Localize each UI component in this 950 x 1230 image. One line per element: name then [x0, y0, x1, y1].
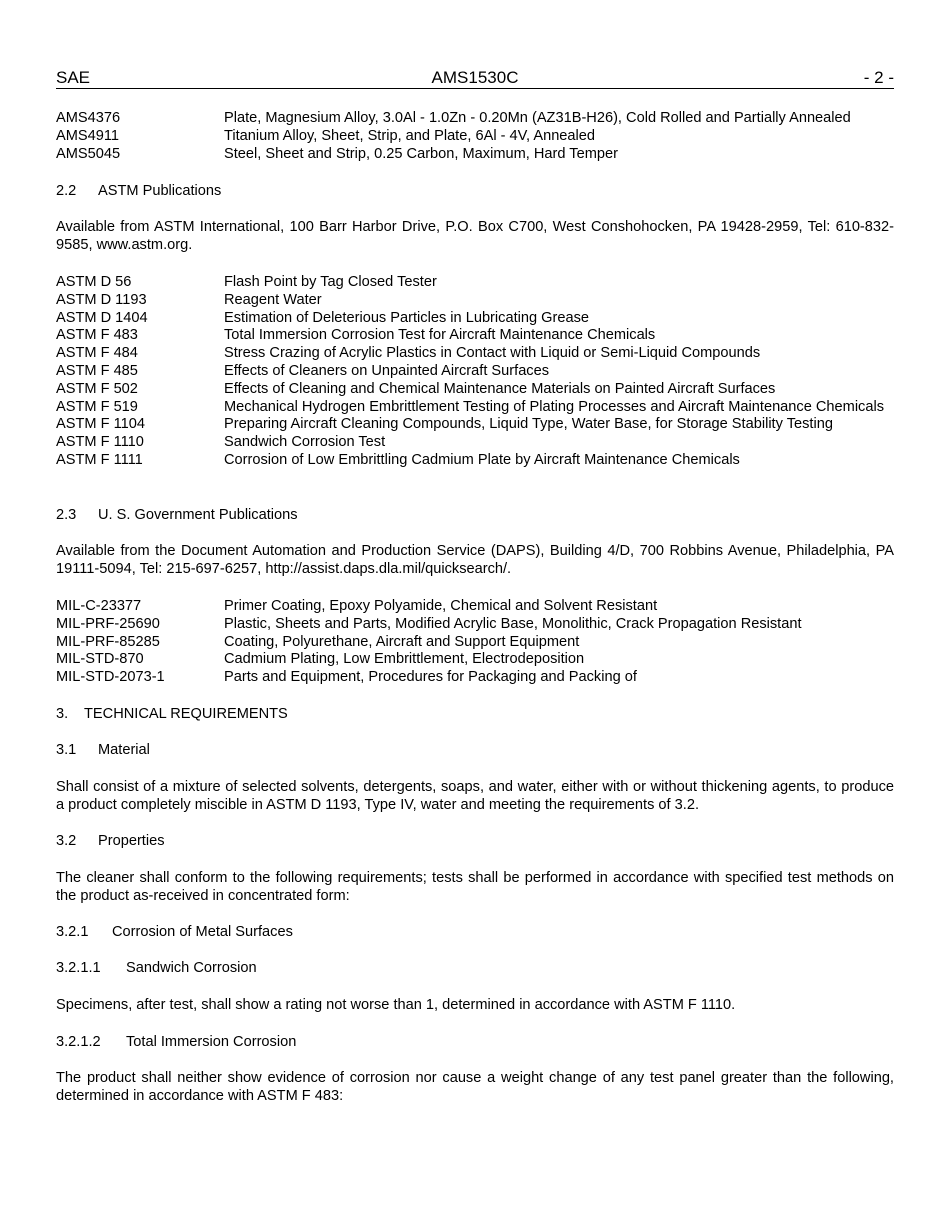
- section-title: ASTM Publications: [98, 183, 222, 199]
- reference-row: [56, 416, 894, 434]
- section-3-2-1-1-text: Specimens, after test, shall show a rating not worse than 1, determined in accordance with ASTM F 1110.: [56, 997, 736, 1013]
- header-doc-number: AMS1530C: [431, 68, 519, 87]
- reference-row: [56, 110, 894, 128]
- reference-title: Steel, Sheet and Strip, 0.25 Carbon, Maximum, Hard Temper: [224, 145, 618, 162]
- section-title: Material: [98, 742, 150, 758]
- section-2-3-heading: [56, 507, 894, 525]
- reference-title: Plastic, Sheets and Parts, Modified Acrylic Base, Monolithic, Crack Propagation Resistant: [224, 615, 802, 632]
- reference-code: ASTM F 1111: [56, 451, 143, 468]
- daps-availability-text: Available from the Document Automation and Production Service (DAPS), Building 4/D, 700 Robbins Avenue, Philadelphia, PA 19111-5094, Tel: 215-697-6257, http://assist.daps.dla.mil/quicksearch/.: [56, 543, 894, 577]
- section-3-2-1-1-heading: [56, 960, 894, 978]
- section-number: 2.3: [56, 507, 77, 523]
- reference-code: ASTM D 56: [56, 274, 132, 290]
- reference-row: [56, 598, 894, 616]
- reference-code: AMS4376: [56, 110, 121, 126]
- reference-code: MIL-STD-870: [56, 651, 144, 668]
- reference-code: MIL-C-23377: [56, 598, 142, 614]
- reference-title: Titanium Alloy, Sheet, Strip, and Plate, 6Al - 4V, Annealed: [224, 127, 596, 144]
- reference-code: ASTM F 1104: [56, 416, 145, 433]
- reference-row: [56, 399, 894, 417]
- astm-availability-text: Available from ASTM International, 100 Barr Harbor Drive, P.O. Box C700, West Conshohocken, PA 19428-2959, Tel: 610-832-9585, www.astm.org.: [56, 219, 894, 253]
- reference-row: [56, 634, 894, 652]
- reference-row: [56, 345, 894, 363]
- section-title: Sandwich Corrosion: [126, 960, 257, 976]
- reference-row: [56, 434, 894, 452]
- reference-row: [56, 292, 894, 310]
- reference-title: Total Immersion Corrosion Test for Aircraft Maintenance Chemicals: [224, 327, 656, 344]
- reference-title: Effects of Cleaning and Chemical Maintenance Materials on Painted Aircraft Surfaces: [224, 380, 776, 397]
- reference-title: Mechanical Hydrogen Embrittlement Testing of Plating Processes and Aircraft Maintenance Chemicals: [224, 398, 885, 415]
- reference-row: [56, 381, 894, 399]
- reference-code: ASTM D 1193: [56, 291, 147, 308]
- reference-code: MIL-STD-2073-1: [56, 669, 165, 686]
- section-3-1-text: Shall consist of a mixture of selected solvents, detergents, soaps, and water, either with or without thickening agents, to produce a product completely miscible in ASTM D 1193, Type IV, water and meeting the requirements of 3.2.: [56, 779, 894, 813]
- reference-code: MIL-PRF-25690: [56, 615, 160, 632]
- reference-title: Sandwich Corrosion Test: [224, 434, 386, 451]
- reference-code: AMS4911: [56, 127, 120, 144]
- header-page-number: - 2 -: [863, 68, 894, 87]
- reference-row: [56, 146, 894, 164]
- section-number: 3.2.1.2: [56, 1034, 101, 1050]
- section-title: TECHNICAL REQUIREMENTS: [84, 706, 288, 722]
- reference-title: Effects of Cleaners on Unpainted Aircraft Surfaces: [224, 362, 550, 379]
- reference-title: Stress Crazing of Acrylic Plastics in Contact with Liquid or Semi-Liquid Compounds: [224, 345, 761, 362]
- astm-reference-list: [56, 274, 894, 470]
- section-3-2-text: The cleaner shall conform to the following requirements; tests shall be performed in accordance with specified test methods on the product as-received in concentrated form:: [56, 870, 894, 904]
- reference-code: ASTM F 485: [56, 362, 138, 379]
- reference-title: Coating, Polyurethane, Aircraft and Support Equipment: [224, 633, 580, 650]
- reference-row: [56, 128, 894, 146]
- page-header: [56, 68, 894, 89]
- section-title: Total Immersion Corrosion: [126, 1034, 297, 1050]
- reference-title: Estimation of Deleterious Particles in Lubricating Grease: [224, 309, 590, 326]
- section-3-1-heading: [56, 742, 894, 760]
- reference-title: Reagent Water: [224, 291, 322, 308]
- reference-title: Flash Point by Tag Closed Tester: [224, 274, 437, 290]
- reference-row: [56, 616, 894, 634]
- section-title: Properties: [98, 833, 165, 849]
- reference-title: Preparing Aircraft Cleaning Compounds, Liquid Type, Water Base, for Storage Stability Testing: [224, 416, 833, 433]
- section-3-heading: [56, 706, 894, 724]
- section-3-2-heading: [56, 833, 894, 851]
- section-3-2-1-2-text: The product shall neither show evidence of corrosion nor cause a weight change of any test panel greater than the following, determined in accordance with ASTM F 483:: [56, 1070, 894, 1104]
- reference-row: [56, 363, 894, 381]
- section-3-2-1-2-heading: [56, 1034, 894, 1052]
- reference-row: [56, 669, 894, 687]
- reference-code: ASTM D 1404: [56, 309, 148, 326]
- section-number: 3.2: [56, 833, 77, 849]
- ams-reference-list: [56, 110, 894, 163]
- reference-code: ASTM F 502: [56, 380, 138, 397]
- reference-title: Plate, Magnesium Alloy, 3.0Al - 1.0Zn - 0.20Mn (AZ31B-H26), Cold Rolled and Partially Annealed: [224, 110, 851, 126]
- reference-code: MIL-PRF-85285: [56, 633, 160, 650]
- mil-reference-list: [56, 598, 894, 687]
- reference-row: [56, 452, 894, 470]
- section-number: 3.: [56, 706, 69, 722]
- section-3-2-1-heading: [56, 924, 894, 942]
- header-org: SAE: [56, 68, 91, 87]
- reference-code: ASTM F 483: [56, 327, 138, 344]
- reference-title: Parts and Equipment, Procedures for Packaging and Packing of: [224, 669, 637, 686]
- section-number: 3.2.1.1: [56, 960, 101, 976]
- section-2-2-heading: [56, 183, 894, 201]
- reference-row: [56, 274, 894, 292]
- section-title: Corrosion of Metal Surfaces: [112, 924, 293, 940]
- reference-code: ASTM F 519: [56, 398, 138, 415]
- section-number: 3.2.1: [56, 924, 89, 940]
- reference-title: Corrosion of Low Embrittling Cadmium Plate by Aircraft Maintenance Chemicals: [224, 451, 740, 468]
- reference-row: [56, 651, 894, 669]
- reference-title: Primer Coating, Epoxy Polyamide, Chemical and Solvent Resistant: [224, 598, 658, 614]
- section-number: 2.2: [56, 183, 77, 199]
- section-number: 3.1: [56, 742, 77, 758]
- reference-code: AMS5045: [56, 145, 121, 162]
- reference-title: Cadmium Plating, Low Embrittlement, Electrodeposition: [224, 651, 585, 668]
- section-title: U. S. Government Publications: [98, 507, 298, 523]
- reference-row: [56, 310, 894, 328]
- reference-row: [56, 327, 894, 345]
- reference-code: ASTM F 1110: [56, 434, 144, 451]
- reference-code: ASTM F 484: [56, 345, 138, 362]
